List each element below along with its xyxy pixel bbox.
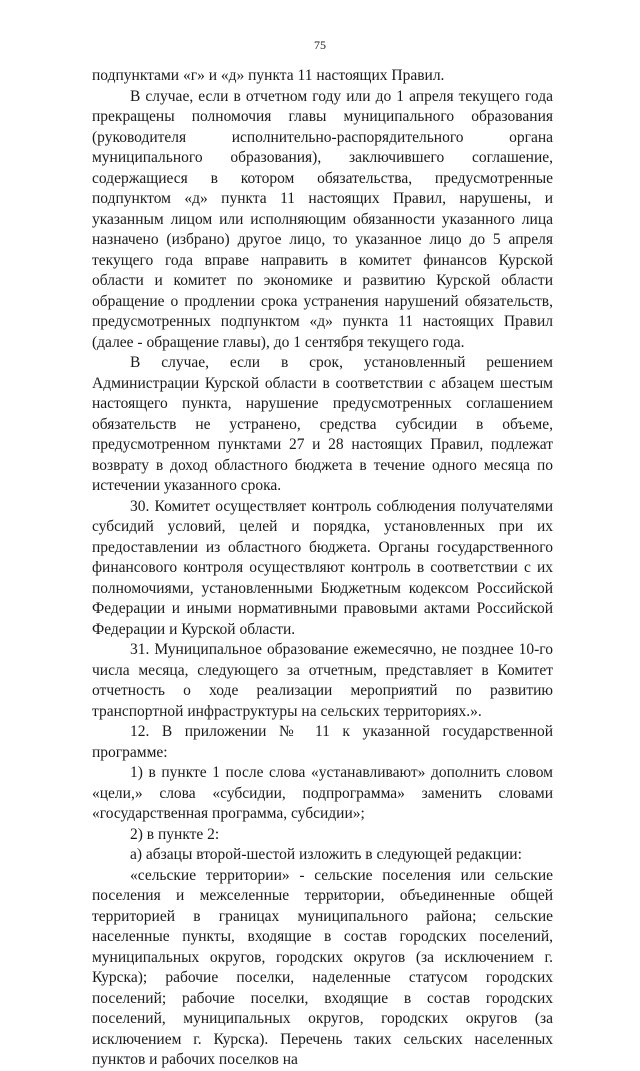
paragraph-item-12: 12. В приложении № 11 к указанной государственной программе: <box>92 723 553 761</box>
paragraph-item-30: 30. Комитет осуществляет контроль соблюдения получателями субсидий условий, целей и порядка, установленных при их предоставлении из областного бюджета. Органы государственного финансового контроля осуществляют контроль в соответствии с их полномочиями, установленными Бюджетным кодексом Российской Федерации и иными нормативными правовыми актами Российской Федерации и Курской области. <box>92 497 553 638</box>
paragraph-subitem-1: 1) в пункте 1 после слова «устанавливают» дополнить словом «цели,» слова «субсидии, подпрограмма» заменить словами «государственная программа, субсидии»; <box>92 764 553 822</box>
paragraph-term-extension: В случае, если в отчетном году или до 1 апреля текущего года прекращены полномочия главы муниципального образования (руководителя исполнительно-распорядительного органа муниципального образования), заключившего соглашение, содержащиеся в котором обязательства, предусмотренные подпунктом «д» пункта 11 настоящих Правил, нарушены, и указанным лицом или исполняющим обязанности указанного лица назначено (избрано) другое лицо, то указанное лицо до 5 апреля текущего года вправе направить в комитет финансов Курской области и комитет по экономике и развитию Курской области обращение о продлении срока устранения нарушений обязательств, предусмотренных подпунктом «д» пункта 11 настоящих Правил (далее - обращение главы), до 1 сентября текущего года. <box>92 87 553 351</box>
paragraph-subitem-2: 2) в пункте 2: <box>130 825 220 843</box>
scan-footer-mark <box>312 898 352 901</box>
paragraph-subsidy-return: В случае, если в срок, установленный решением Администрации Курской области в соответствии с абзацем шестым настоящего пункта, нарушение предусмотренных соглашением обязательств не устранено, средства субсидии в объеме, предусмотренном пунктами 27 и 28 настоящих Правил, подлежат возврату в доход областного бюджета в течение одного месяца по истечении указанного срока. <box>92 354 553 494</box>
paragraph-item-31: 31. Муниципальное образование ежемесячно, не позднее 10-го числа месяца, следующего за отчетным, представляет в Комитет отчетность о ходе реализации мероприятий по развитию транспортной инфраструктуры на сельских территориях.». <box>92 641 553 720</box>
page-number: 75 <box>314 38 326 52</box>
paragraph-rural-definition: «сельские территории» - сельские поселения или сельские поселения и межселенные территории, объединенные общей территорией в границах муниципального района; сельские населенные пункты, входящие в состав городских поселений, муниципальных округов, городских округов (за исключением г. Курска); рабочие поселки, наделенные статусом городских поселений; рабочие поселки, входящие в состав городских поселений, муниципальных округов, городских округов (за исключением г. Курска). Перечень таких сельских населенных пунктов и рабочих поселков на <box>92 866 553 1068</box>
document-body <box>92 66 553 1071</box>
paragraph-subitem-a: а) абзацы второй-шестой изложить в следующей редакции: <box>130 846 522 863</box>
paragraph-continuation: подпунктами «г» и «д» пункта 11 настоящих Правил. <box>92 67 445 84</box>
